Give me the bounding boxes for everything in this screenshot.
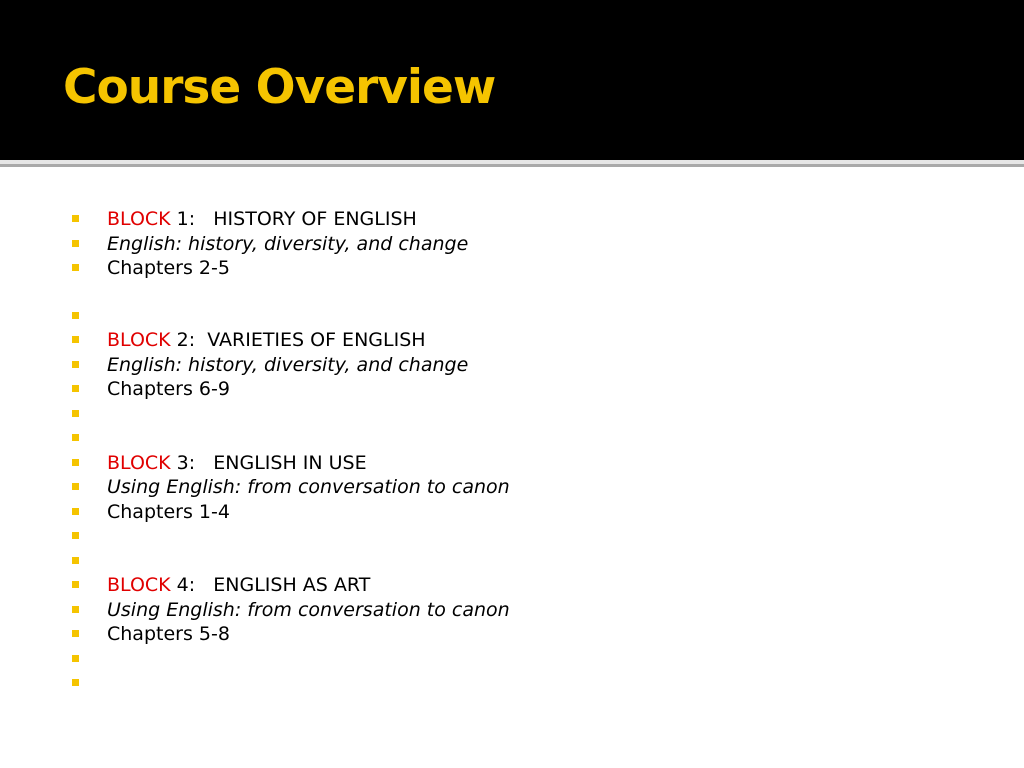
bullet-item [70, 451, 970, 476]
bullet-item [70, 232, 970, 257]
bullet-item [70, 598, 970, 623]
bullet-item [70, 207, 970, 232]
block-keyword: BLOCK [107, 574, 171, 596]
bullet-item [70, 622, 970, 647]
bullet-item [70, 426, 970, 451]
block-heading: 1: HISTORY OF ENGLISH [170, 208, 417, 230]
square-bullet-icon [72, 557, 79, 564]
square-bullet-icon [72, 312, 79, 319]
square-bullet-icon [72, 459, 79, 466]
title-band [0, 0, 1024, 160]
bullet-item [70, 500, 970, 525]
square-bullet-icon [72, 410, 79, 417]
block-heading: 4: ENGLISH AS ART [170, 574, 371, 596]
square-bullet-icon [72, 679, 79, 686]
square-bullet-icon [72, 630, 79, 637]
chapters-range: Chapters 5-8 [107, 623, 230, 645]
square-bullet-icon [72, 483, 79, 490]
square-bullet-icon [72, 508, 79, 515]
square-bullet-icon [72, 240, 79, 247]
square-bullet-icon [72, 581, 79, 588]
square-bullet-icon [72, 385, 79, 392]
bullet-item [70, 256, 970, 281]
textbook-title: Using English: from conversation to canon [107, 476, 510, 498]
square-bullet-icon [72, 655, 79, 662]
square-bullet-icon [72, 606, 79, 613]
bullet-item [70, 377, 970, 402]
square-bullet-icon [72, 264, 79, 271]
textbook-title: English: history, diversity, and change [107, 353, 469, 376]
header-divider-dark [0, 164, 1024, 167]
bullet-item [70, 573, 970, 598]
bullet-item [70, 475, 970, 500]
slide-title: Course Overview [63, 60, 496, 115]
bullet-list [70, 207, 970, 696]
bullet-item [70, 647, 970, 672]
square-bullet-icon [72, 336, 79, 343]
bullet-item [70, 671, 970, 696]
chapters-range: Chapters 1-4 [107, 500, 230, 523]
bullet-item [70, 549, 970, 574]
bullet-item [70, 353, 970, 378]
square-bullet-icon [72, 532, 79, 539]
chapters-range: Chapters 6-9 [107, 378, 230, 400]
square-bullet-icon [72, 434, 79, 441]
textbook-title: Using English: from conversation to canon [107, 598, 510, 621]
block-heading: 3: ENGLISH IN USE [170, 451, 367, 474]
textbook-title: English: history, diversity, and change [107, 232, 469, 255]
block-keyword: BLOCK [107, 451, 171, 474]
block-keyword: BLOCK [107, 208, 171, 230]
block-keyword: BLOCK [107, 329, 171, 351]
square-bullet-icon [72, 361, 79, 368]
block-heading: 2: VARIETIES OF ENGLISH [170, 329, 426, 351]
square-bullet-icon [72, 215, 79, 222]
bullet-item [70, 402, 970, 427]
bullet-item [70, 328, 970, 353]
bullet-item [70, 524, 970, 549]
chapters-range: Chapters 2-5 [107, 257, 230, 279]
bullet-item [70, 304, 970, 329]
